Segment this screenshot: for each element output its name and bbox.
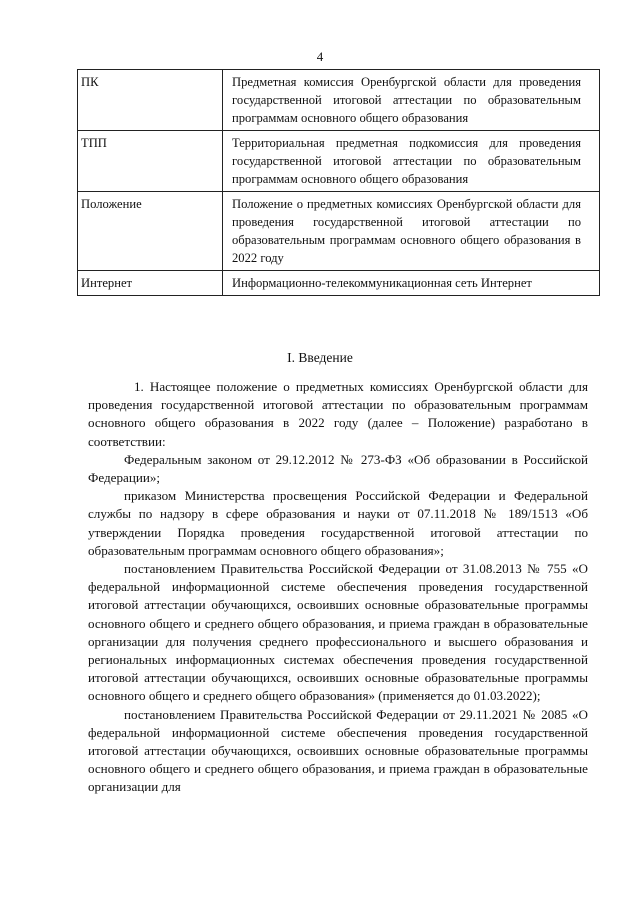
table-row <box>78 131 600 192</box>
table-row <box>78 192 600 271</box>
abbreviation-term: Положение <box>78 192 223 271</box>
paragraph: Федеральным законом от 29.12.2012 № 273-ФЗ «Об образовании в Российской Федерации»; <box>88 451 588 486</box>
table-row <box>78 271 600 296</box>
abbreviation-term: ПК <box>78 70 223 131</box>
abbreviations-table <box>77 69 600 296</box>
body-text <box>88 378 588 797</box>
abbreviation-term: Интернет <box>78 271 223 296</box>
page-number: 4 <box>316 49 324 64</box>
abbreviation-definition: Территориальная предметная подкомиссия для проведения государственной итоговой аттестации по образовательным программам основного общего образования <box>223 131 600 192</box>
section-title: I. Введение <box>287 350 353 365</box>
table-row <box>78 70 600 131</box>
abbreviation-definition: Положение о предметных комиссиях Оренбургской области для проведения государственной итоговой аттестации по образовательным программам основного общего образования в 2022 году <box>223 192 600 271</box>
abbreviation-definition: Информационно-телекоммуникационная сеть Интернет <box>223 271 600 296</box>
abbreviation-definition: Предметная комиссия Оренбургской области для проведения государственной итоговой аттестации по образовательным программам основного общего образования <box>223 70 600 131</box>
paragraph: 1. Настоящее положение о предметных комиссиях Оренбургской области для проведения государственной итоговой аттестации по образовательным программам основного общего образования в 2022 году (далее – Положение) разработано в соответствии: <box>88 379 588 449</box>
abbreviation-term: ТПП <box>78 131 223 192</box>
paragraph: постановлением Правительства Российской Федерации от 31.08.2013 № 755 «О федеральной информационной системе обеспечения проведения государственной итоговой аттестации обучающихся, освоивших основные образовательные программы основного общего и среднего общего образования, и приема граждан в образовательные организации для получения среднего профессионального и высшего образования и региональных информационных системах обеспечения проведения государственной итоговой аттестации обучающихся, освоивших основные образовательные программы основного общего и среднего общего образования» (применяется до 01.03.2022); <box>88 561 588 704</box>
paragraph: постановлением Правительства Российской Федерации от 29.11.2021 № 2085 «О федеральной информационной системе обеспечения проведения государственной итоговой аттестации обучающихся, освоивших основные образовательные программы основного общего и среднего общего образования, и приема граждан в образовательные организации для <box>88 706 588 795</box>
paragraph: приказом Министерства просвещения Российской Федерации и Федеральной службы по надзору в сфере образования и науки от 07.11.2018 № 189/1513 «Об утверждении Порядка проведения государственной итоговой аттестации по образовательным программам основного общего образования»; <box>88 488 588 558</box>
